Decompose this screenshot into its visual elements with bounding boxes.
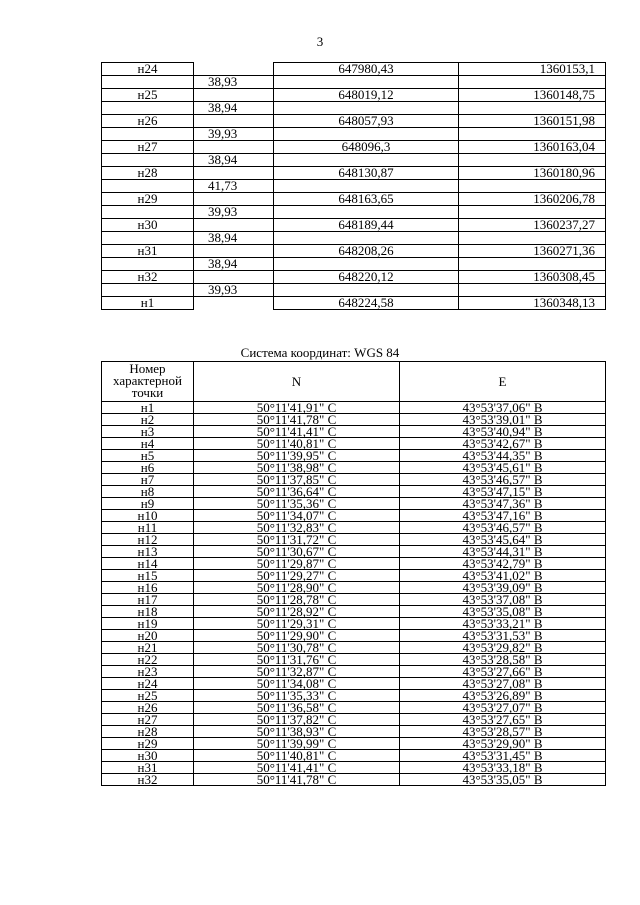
point-cell: н26 [102, 115, 194, 128]
latitude-cell: 50°11'37,85" С [194, 474, 400, 486]
point-cell: н3 [102, 426, 194, 438]
point-cell: н5 [102, 450, 194, 462]
table-row [102, 193, 606, 206]
point-cell: н13 [102, 546, 194, 558]
point-cell: н10 [102, 510, 194, 522]
latitude-cell: 50°11'35,36" С [194, 498, 400, 510]
longitude-cell: 43°53'26,89" В [400, 690, 606, 702]
x-cell: 648224,58 [274, 297, 459, 310]
point-cell: н27 [102, 714, 194, 726]
latitude-cell: 50°11'32,83" С [194, 522, 400, 534]
y-cell: 1360271,36 [459, 245, 606, 258]
latitude-cell: 50°11'36,64" С [194, 486, 400, 498]
table-row [102, 774, 606, 786]
latitude-cell: 50°11'31,76" С [194, 654, 400, 666]
point-cell: н12 [102, 534, 194, 546]
table-row [102, 141, 606, 154]
y-cell: 1360348,13 [459, 297, 606, 310]
longitude-cell: 43°53'33,21" В [400, 618, 606, 630]
latitude-cell: 50°11'39,99" С [194, 738, 400, 750]
y-cell: 1360237,27 [459, 219, 606, 232]
longitude-cell: 43°53'29,90" В [400, 738, 606, 750]
longitude-cell: 43°53'47,15" В [400, 486, 606, 498]
point-cell: н32 [102, 271, 194, 284]
point-cell: н29 [102, 738, 194, 750]
latitude-cell: 50°11'29,31" С [194, 618, 400, 630]
latitude-cell: 50°11'31,72" С [194, 534, 400, 546]
point-cell: н11 [102, 522, 194, 534]
latitude-cell: 50°11'30,78" С [194, 642, 400, 654]
point-cell: н24 [102, 63, 194, 76]
latitude-cell: 50°11'28,90" С [194, 582, 400, 594]
x-cell: 648163,65 [274, 193, 459, 206]
point-cell: н21 [102, 642, 194, 654]
longitude-cell: 43°53'37,06" В [400, 402, 606, 414]
point-cell: н28 [102, 167, 194, 180]
table-row [102, 271, 606, 284]
longitude-cell: 43°53'29,82" В [400, 642, 606, 654]
point-cell: н26 [102, 702, 194, 714]
point-cell: н25 [102, 690, 194, 702]
table-header-row [102, 362, 606, 402]
point-cell: н1 [102, 297, 194, 310]
header-e: E [400, 362, 606, 402]
latitude-cell: 50°11'38,93" С [194, 726, 400, 738]
latitude-cell: 50°11'29,27" С [194, 570, 400, 582]
longitude-cell: 43°53'45,64" В [400, 534, 606, 546]
point-cell: н30 [102, 219, 194, 232]
point-cell: н30 [102, 750, 194, 762]
latitude-cell: 50°11'28,78" С [194, 594, 400, 606]
x-cell: 647980,43 [274, 63, 459, 76]
point-cell: н9 [102, 498, 194, 510]
point-cell: н29 [102, 193, 194, 206]
table-row [102, 89, 606, 102]
header-n: N [194, 362, 400, 402]
longitude-cell: 43°53'31,45" В [400, 750, 606, 762]
longitude-cell: 43°53'35,08" В [400, 606, 606, 618]
table-row [102, 115, 606, 128]
longitude-cell: 43°53'27,66" В [400, 666, 606, 678]
point-cell: н4 [102, 438, 194, 450]
y-cell: 1360163,04 [459, 141, 606, 154]
x-cell: 648220,12 [274, 271, 459, 284]
distance-cell: 38,94 [194, 154, 274, 167]
longitude-cell: 43°53'42,79" В [400, 558, 606, 570]
latitude-cell: 50°11'35,33" С [194, 690, 400, 702]
table-row [102, 245, 606, 258]
longitude-cell: 43°53'27,07" В [400, 702, 606, 714]
distance-cell: 41,73 [194, 180, 274, 193]
coordinates-table-msk [101, 62, 606, 310]
latitude-cell: 50°11'41,91" С [194, 402, 400, 414]
table-row [102, 167, 606, 180]
latitude-cell: 50°11'41,41" С [194, 762, 400, 774]
latitude-cell: 50°11'41,78" С [194, 774, 400, 786]
latitude-cell: 50°11'41,78" С [194, 414, 400, 426]
y-cell: 1360206,78 [459, 193, 606, 206]
x-cell: 648057,93 [274, 115, 459, 128]
x-cell: 648096,3 [274, 141, 459, 154]
latitude-cell: 50°11'34,07" С [194, 510, 400, 522]
y-cell: 1360148,75 [459, 89, 606, 102]
x-cell: 648208,26 [274, 245, 459, 258]
longitude-cell: 43°53'33,18" В [400, 762, 606, 774]
longitude-cell: 43°53'27,65" В [400, 714, 606, 726]
latitude-cell: 50°11'39,95" С [194, 450, 400, 462]
distance-cell: 39,93 [194, 206, 274, 219]
distance-cell: 38,94 [194, 232, 274, 245]
point-cell: н1 [102, 402, 194, 414]
longitude-cell: 43°53'27,08" В [400, 678, 606, 690]
distance-cell: 38,93 [194, 76, 274, 89]
point-cell: н31 [102, 245, 194, 258]
distance-cell: 38,94 [194, 102, 274, 115]
longitude-cell: 43°53'31,53" В [400, 630, 606, 642]
longitude-cell: 43°53'46,57" В [400, 474, 606, 486]
x-cell: 648189,44 [274, 219, 459, 232]
longitude-cell: 43°53'46,57" В [400, 522, 606, 534]
longitude-cell: 43°53'35,05" В [400, 774, 606, 786]
table-row [102, 297, 606, 310]
latitude-cell: 50°11'29,87" С [194, 558, 400, 570]
point-cell: н7 [102, 474, 194, 486]
point-cell: н24 [102, 678, 194, 690]
point-cell: н15 [102, 570, 194, 582]
point-cell: н20 [102, 630, 194, 642]
longitude-cell: 43°53'28,58" В [400, 654, 606, 666]
y-cell: 1360153,1 [459, 63, 606, 76]
page-number: 3 [316, 34, 324, 49]
longitude-cell: 43°53'40,94" В [400, 426, 606, 438]
point-cell: н31 [102, 762, 194, 774]
x-cell: 648019,12 [274, 89, 459, 102]
latitude-cell: 50°11'32,87" С [194, 666, 400, 678]
point-cell: н6 [102, 462, 194, 474]
latitude-cell: 50°11'40,81" С [194, 750, 400, 762]
longitude-cell: 43°53'44,35" В [400, 450, 606, 462]
latitude-cell: 50°11'40,81" С [194, 438, 400, 450]
point-cell: н27 [102, 141, 194, 154]
longitude-cell: 43°53'42,67" В [400, 438, 606, 450]
point-cell: н17 [102, 594, 194, 606]
point-cell: н23 [102, 666, 194, 678]
longitude-cell: 43°53'28,57" В [400, 726, 606, 738]
point-cell: н25 [102, 89, 194, 102]
table-row [102, 63, 606, 76]
distance-cell: 39,93 [194, 128, 274, 141]
header-point-number: Номер характерной точки [102, 362, 194, 402]
point-cell: н19 [102, 618, 194, 630]
y-cell: 1360151,98 [459, 115, 606, 128]
point-cell: н16 [102, 582, 194, 594]
point-cell: н8 [102, 486, 194, 498]
point-cell: н14 [102, 558, 194, 570]
longitude-cell: 43°53'44,31" В [400, 546, 606, 558]
latitude-cell: 50°11'36,58" С [194, 702, 400, 714]
longitude-cell: 43°53'41,02" В [400, 570, 606, 582]
latitude-cell: 50°11'28,92" С [194, 606, 400, 618]
table-row [102, 219, 606, 232]
latitude-cell: 50°11'41,41" С [194, 426, 400, 438]
latitude-cell: 50°11'34,08" С [194, 678, 400, 690]
longitude-cell: 43°53'39,01" В [400, 414, 606, 426]
distance-cell [194, 297, 274, 310]
longitude-cell: 43°53'47,36" В [400, 498, 606, 510]
point-cell: н28 [102, 726, 194, 738]
x-cell: 648130,87 [274, 167, 459, 180]
coordinate-system-title: Система координат: WGS 84 [240, 345, 400, 360]
coordinates-table-wgs84 [101, 361, 606, 786]
point-cell: н22 [102, 654, 194, 666]
latitude-cell: 50°11'29,90" С [194, 630, 400, 642]
longitude-cell: 43°53'47,16" В [400, 510, 606, 522]
y-cell: 1360308,45 [459, 271, 606, 284]
distance-cell: 38,94 [194, 258, 274, 271]
point-cell: н18 [102, 606, 194, 618]
latitude-cell: 50°11'30,67" С [194, 546, 400, 558]
coordinates-table-msk-body [102, 63, 606, 310]
longitude-cell: 43°53'39,09" В [400, 582, 606, 594]
distance-cell: 39,93 [194, 284, 274, 297]
latitude-cell: 50°11'38,98" С [194, 462, 400, 474]
coordinates-table-wgs84-body [102, 402, 606, 786]
longitude-cell: 43°53'37,08" В [400, 594, 606, 606]
point-cell: н2 [102, 414, 194, 426]
latitude-cell: 50°11'37,82" С [194, 714, 400, 726]
longitude-cell: 43°53'45,61" В [400, 462, 606, 474]
point-cell: н32 [102, 774, 194, 786]
y-cell: 1360180,96 [459, 167, 606, 180]
